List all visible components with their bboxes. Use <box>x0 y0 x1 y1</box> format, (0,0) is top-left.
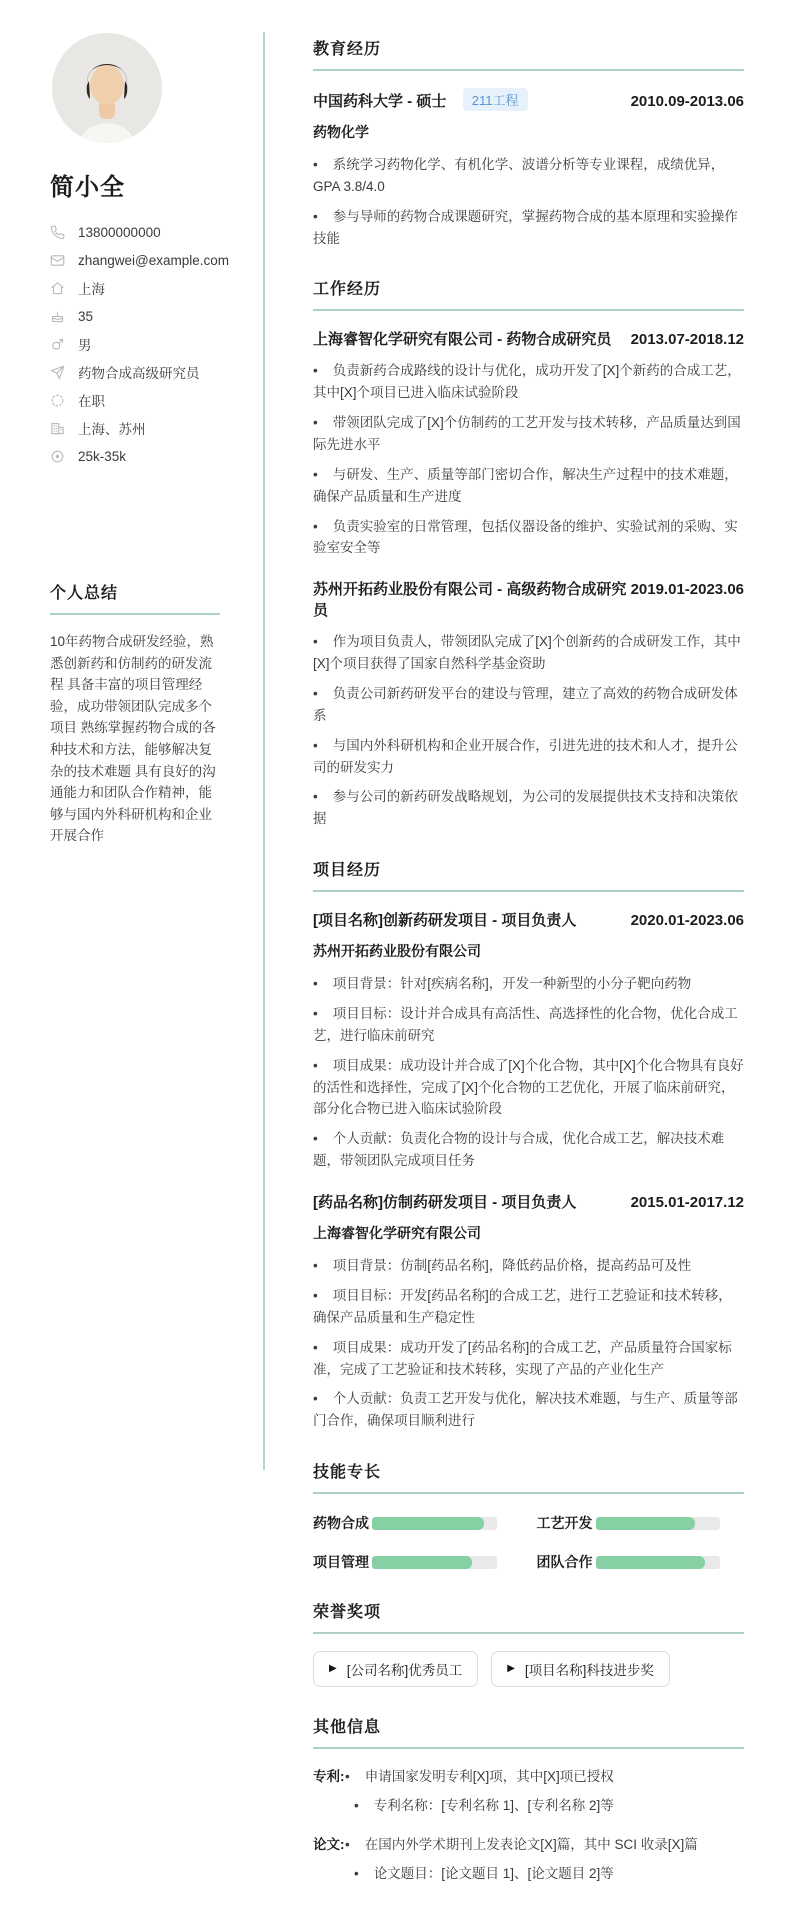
email-icon <box>50 253 65 268</box>
contact-city <box>50 274 220 302</box>
work-entry <box>313 578 744 830</box>
phone-icon <box>50 225 65 240</box>
project-name-role: [药品名称]仿制药研发项目 - 项目负责人 <box>313 1194 577 1212</box>
honors-section <box>313 1599 744 1687</box>
project-bullet: • 个人贡献：负责化合物的设计与合成，优化合成工艺，解决技术难题，带领团队完成项目任务 <box>313 1128 744 1172</box>
skill-bar-track <box>596 1517 721 1530</box>
work-bullet: • 与研发、生产、质量等部门密切合作，解决生产过程中的技术难题，确保产品质量和生产进度 <box>313 464 744 508</box>
project-bullet: • 项目成果：成功开发了[药品名称]的合成工艺，产品质量符合国家标准，完成了工艺验证和技术转移，实现了产品的产业化生产 <box>313 1337 744 1381</box>
project-company: 上海睿智化学研究有限公司 <box>313 1225 481 1242</box>
work-title: 工作经历 <box>313 276 744 311</box>
bullet-dot-icon <box>313 634 318 649</box>
education-date: 2010.09-2013.06 <box>630 93 744 110</box>
bullet-dot-icon <box>313 519 318 534</box>
work-bullet: • 参与公司的新药研发战略规划，为公司的发展提供技术支持和决策依据 <box>313 786 744 830</box>
age-value: 35 <box>78 308 94 324</box>
bullet-dot-icon <box>313 415 318 430</box>
bullet-dot-icon <box>313 789 318 804</box>
gender-value: 男 <box>78 338 92 353</box>
current-city: 上海 <box>78 282 105 297</box>
skill-bar-track <box>596 1556 721 1569</box>
honor-label: [公司名称]优秀员工 <box>346 1663 463 1679</box>
bullet-dot-icon <box>313 363 318 378</box>
play-triangle-icon <box>507 1664 515 1674</box>
preferred-cities: 上海、苏州 <box>78 422 146 437</box>
work-bullet: • 负责新药合成路线的设计与优化，成功开发了[X]个新药的合成工艺，其中[X]个项目已进入临床试验阶段 <box>313 360 744 404</box>
skill-name: 药物合成 <box>313 1515 369 1532</box>
job-status-icon <box>50 393 65 408</box>
bullet-dot-icon <box>313 1006 318 1021</box>
school-badge: 211工程 <box>463 88 528 111</box>
paper-bullet: • 论文题目：[论文题目 1]、[论文题目 2]等 <box>354 1863 744 1885</box>
honor-tags <box>313 1651 744 1687</box>
school-degree: 中国药科大学 - 硕士 <box>313 93 447 110</box>
project-entry <box>313 1191 744 1432</box>
major: 药物化学 <box>313 124 369 140</box>
bullet-dot-icon <box>313 1288 318 1303</box>
project-bullet: • 项目背景：仿制[药品名称]，降低药品价格，提高药品可及性 <box>313 1255 744 1277</box>
contact-salary <box>50 442 220 470</box>
skill-name: 团队合作 <box>536 1554 593 1571</box>
bullet-dot-icon <box>313 1391 318 1406</box>
honor-label: [项目名称]科技进步奖 <box>524 1663 654 1679</box>
work-bullet: • 负责公司新药研发平台的建设与管理，建立了高效的药物合成研发体系 <box>313 683 744 727</box>
salary-icon <box>50 449 65 464</box>
bullet-dot-icon <box>313 1340 318 1355</box>
work-bullet: • 负责实验室的日常管理，包括仪器设备的维护、实验试剂的采购、实验室安全等 <box>313 516 744 560</box>
project-bullet: • 项目成果：成功设计并合成了[X]个化合物，其中[X]个化合物具有良好的活性和选择性，完成了[X]个化合物的工艺优化，开展了临床前研究，部分化合物已进入临床试验阶段 <box>313 1055 744 1121</box>
project-date: 2015.01-2017.12 <box>630 1194 744 1212</box>
skill-item <box>313 1513 497 1533</box>
project-bullet: • 项目背景：针对[疾病名称]，开发一种新型的小分子靶向药物 <box>313 973 744 995</box>
other-group-papers <box>313 1834 744 1892</box>
contact-gender <box>50 330 220 358</box>
bullet-dot-icon <box>313 976 318 991</box>
education-entry <box>313 88 744 249</box>
education-bullet: • 系统学习药物化学、有机化学、波谱分析等专业课程，成绩优异，GPA 3.8/4.0 <box>313 154 744 198</box>
project-title: 项目经历 <box>313 857 744 892</box>
avatar-illustration <box>52 33 162 143</box>
sidebar <box>0 0 263 1919</box>
target-position: 药物合成高级研究员 <box>78 366 200 381</box>
skill-bar-fill <box>596 1517 696 1530</box>
patent-label: 专利: <box>313 1769 345 1785</box>
skill-bar-fill <box>372 1556 472 1569</box>
bullet-dot-icon <box>313 1258 318 1273</box>
other-section <box>313 1714 744 1891</box>
contact-phone <box>50 218 220 246</box>
education-title: 教育经历 <box>313 36 744 71</box>
skills-title: 技能专长 <box>313 1459 744 1494</box>
work-date: 2019.01-2023.06 <box>630 581 744 599</box>
project-bullet: • 项目目标：开发[药品名称]的合成工艺，进行工艺验证和技术转移，确保产品质量和生产稳定性 <box>313 1285 744 1329</box>
job-status-value: 在职 <box>78 394 105 409</box>
work-date: 2013.07-2018.12 <box>630 331 744 349</box>
expected-salary: 25k-35k <box>78 448 127 464</box>
paper-label: 论文: <box>313 1836 345 1852</box>
skill-item <box>537 1513 721 1533</box>
education-bullet: • 参与导师的药物合成课题研究，掌握药物合成的基本原理和实验操作技能 <box>313 206 744 250</box>
profile-photo <box>52 33 162 143</box>
project-entry <box>313 909 744 1172</box>
skill-item <box>313 1552 497 1572</box>
other-group-patents <box>313 1766 744 1824</box>
bullet-dot-icon <box>313 1131 318 1146</box>
work-section <box>313 276 744 830</box>
city-icon <box>50 421 65 436</box>
bullet-dot-icon <box>313 738 318 753</box>
play-triangle-icon <box>329 1664 337 1674</box>
bullet-dot-icon <box>345 1769 350 1784</box>
bullet-dot-icon <box>345 1837 350 1852</box>
skill-item <box>537 1552 721 1572</box>
honors-title: 荣誉奖项 <box>313 1599 744 1634</box>
summary-section <box>50 580 220 847</box>
bullet-dot-icon <box>313 467 318 482</box>
position-icon <box>50 365 65 380</box>
work-bullet: • 与国内外科研机构和企业开展合作，引进先进的技术和人才，提升公司的研发实力 <box>313 735 744 779</box>
company-position: 上海睿智化学研究有限公司 - 药物合成研究员 <box>313 331 612 349</box>
patent-bullet: • 专利名称：[专利名称 1]、[专利名称 2]等 <box>354 1795 744 1817</box>
summary-text: 10年药物合成研发经验，熟悉创新药和仿制药的研发流程 具备丰富的项目管理经验，成功带领团队完成多个项目 熟练掌握药物合成的各种技术和方法，能够解决复杂的技术难题 具有良好的沟通能力和团队合作精神，能够与国内外科研机构和企业开展合作 <box>50 634 216 844</box>
patent-bullet: • 申请国家发明专利[X]项，其中[X]项已授权 <box>345 1766 744 1788</box>
work-entry <box>313 328 744 559</box>
gender-icon <box>50 337 65 352</box>
age-icon <box>50 309 65 324</box>
honor-tag <box>491 1651 670 1687</box>
phone-number: 13800000000 <box>78 224 161 240</box>
candidate-name: 简小全 <box>50 174 125 201</box>
skill-bar-fill <box>372 1517 484 1530</box>
skills-section <box>313 1459 744 1572</box>
bullet-dot-icon <box>313 686 318 701</box>
skill-name: 项目管理 <box>313 1554 369 1571</box>
honor-tag <box>313 1651 478 1687</box>
contact-preferred-cities <box>50 414 220 442</box>
project-company: 苏州开拓药业股份有限公司 <box>313 943 481 960</box>
main-content <box>263 0 794 1919</box>
paper-bullet: • 在国内外学术期刊上发表论文[X]篇，其中 SCI 收录[X]篇 <box>345 1834 744 1856</box>
company-position: 苏州开拓药业股份有限公司 - 高级药物合成研究员 <box>313 581 627 620</box>
work-bullet: • 带领团队完成了[X]个仿制药的工艺开发与技术转移，产品质量达到国际先进水平 <box>313 412 744 456</box>
skill-name: 工艺开发 <box>536 1515 593 1532</box>
project-bullet: • 个人贡献：负责工艺开发与优化，解决技术难题，与生产、质量等部门合作，确保项目顺利进行 <box>313 1388 744 1432</box>
sidebar-main-divider <box>263 32 265 1470</box>
bullet-dot-icon <box>313 157 318 172</box>
education-section <box>313 36 744 249</box>
contact-email <box>50 246 230 274</box>
work-bullet: • 作为项目负责人，带领团队完成了[X]个创新药的合成研发工作，其中[X]个项目获得了国家自然科学基金资助 <box>313 631 744 675</box>
bullet-dot-icon <box>313 1058 318 1073</box>
skill-bar-fill <box>596 1556 706 1569</box>
project-name-role: [项目名称]创新药研发项目 - 项目负责人 <box>313 912 577 930</box>
skill-bar-track <box>372 1517 497 1530</box>
email-address: zhangwei@example.com <box>78 252 230 268</box>
other-title: 其他信息 <box>313 1714 744 1749</box>
project-bullet: • 项目目标：设计并合成具有高活性、高选择性的化合物，优化合成工艺，进行临床前研究 <box>313 1003 744 1047</box>
project-section <box>313 857 744 1432</box>
contact-position <box>50 358 220 386</box>
bullet-dot-icon <box>354 1866 359 1881</box>
contact-age <box>50 302 220 330</box>
contact-list <box>50 218 230 470</box>
project-date: 2020.01-2023.06 <box>630 912 744 930</box>
bullet-dot-icon <box>354 1798 359 1813</box>
contact-job-status <box>50 386 220 414</box>
skills-grid <box>313 1513 744 1572</box>
skill-bar-track <box>372 1556 497 1569</box>
summary-title: 个人总结 <box>50 580 220 615</box>
home-icon <box>50 281 65 296</box>
bullet-dot-icon <box>313 209 318 224</box>
